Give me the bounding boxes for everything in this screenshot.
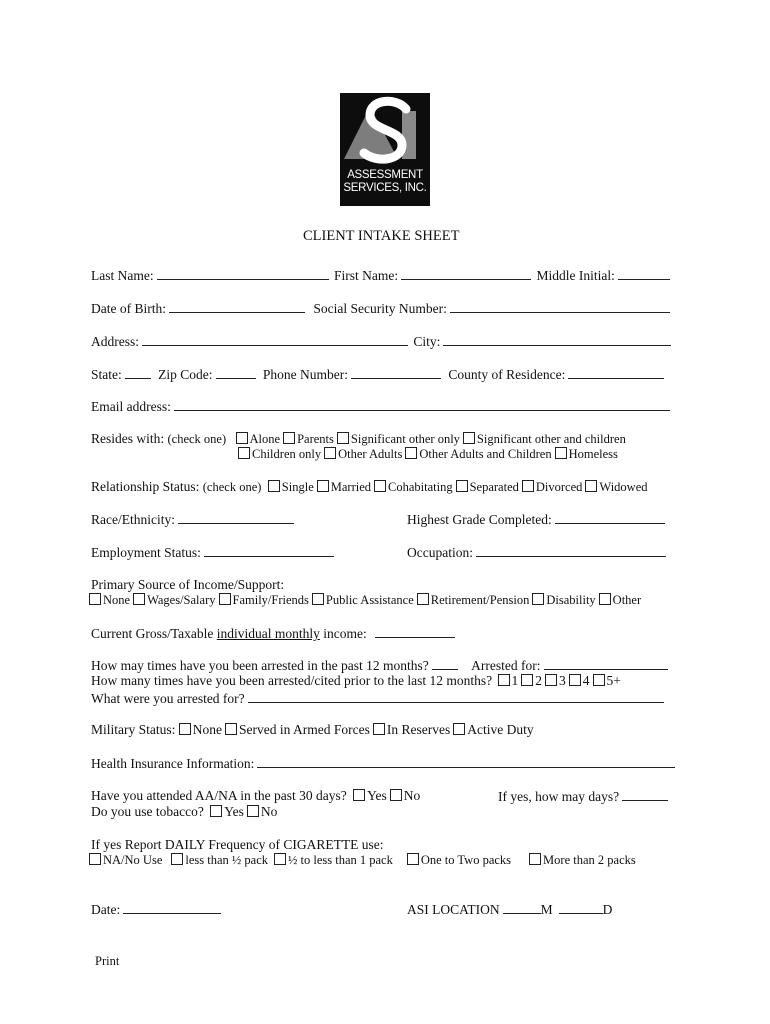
ssn-field[interactable] xyxy=(450,300,670,313)
option-significant-other-only[interactable]: Significant other only xyxy=(337,432,460,447)
checkbox[interactable] xyxy=(456,480,468,492)
checkbox[interactable] xyxy=(453,723,465,735)
asi-location-m-field[interactable] xyxy=(503,901,541,914)
checkbox[interactable] xyxy=(532,593,544,605)
zip-code-field[interactable] xyxy=(216,366,256,379)
aa-days-row: If yes, how may days? xyxy=(498,788,668,805)
checkbox[interactable] xyxy=(133,593,145,605)
option-cohabitating[interactable]: Cohabitating xyxy=(374,480,453,495)
address-row: Address: City: xyxy=(91,333,671,350)
logo-text: ASSESSMENT SERVICES, INC. xyxy=(343,169,427,194)
name-row: Last Name: First Name: Middle Initial: xyxy=(91,267,670,284)
arrested-for-field[interactable] xyxy=(544,657,668,670)
occupation-field[interactable] xyxy=(476,544,666,557)
arrest-row-3: What were you arrested for? xyxy=(91,690,664,707)
option-less-than-half-pack[interactable]: less than ½ pack xyxy=(171,853,268,868)
asi-location-d-field[interactable] xyxy=(559,901,603,914)
checkbox[interactable] xyxy=(522,480,534,492)
phone-number-field[interactable] xyxy=(351,366,441,379)
checkbox[interactable] xyxy=(89,593,101,605)
checkbox[interactable] xyxy=(179,723,191,735)
option-half-to-one-pack[interactable]: ½ to less than 1 pack xyxy=(274,853,393,868)
dob-row: Date of Birth: Social Security Number: xyxy=(91,300,670,317)
option-homeless[interactable]: Homeless xyxy=(555,447,618,462)
checkbox[interactable] xyxy=(283,432,295,444)
health-insurance-row: Health Insurance Information: xyxy=(91,755,675,772)
option-separated[interactable]: Separated xyxy=(456,480,519,495)
checkbox[interactable] xyxy=(373,723,385,735)
option-more-than-two-packs[interactable]: More than 2 packs xyxy=(529,853,636,868)
form-title: CLIENT INTAKE SHEET xyxy=(303,228,460,244)
employment-row: Employment Status: xyxy=(91,544,334,561)
option-retirement-pension[interactable]: Retirement/Pension xyxy=(417,593,530,608)
race-row: Race/Ethnicity: xyxy=(91,511,294,528)
aa-days-field[interactable] xyxy=(622,788,668,801)
option-served-armed-forces[interactable]: Served in Armed Forces xyxy=(225,722,370,738)
checkbox[interactable] xyxy=(89,853,101,865)
grade-row: Highest Grade Completed: xyxy=(407,511,665,528)
checkbox[interactable] xyxy=(407,853,419,865)
option-significant-other-and-children[interactable]: Significant other and children xyxy=(463,432,626,447)
address-field[interactable] xyxy=(142,333,408,346)
option-other-adults[interactable]: Other Adults xyxy=(324,447,402,462)
checkbox[interactable] xyxy=(210,805,222,817)
option-tobacco-no[interactable]: No xyxy=(247,804,278,820)
option-count-5plus[interactable]: 5+ xyxy=(593,673,621,689)
logo-mark-icon xyxy=(340,93,430,169)
checkbox[interactable] xyxy=(593,674,605,686)
first-name-field[interactable] xyxy=(401,267,531,280)
print-button[interactable]: Print xyxy=(95,954,120,968)
resides-row-2 xyxy=(238,447,621,462)
option-tobacco-yes[interactable]: Yes xyxy=(210,804,244,820)
gross-income-row: Current Gross/Taxable individual monthly income: xyxy=(91,625,455,642)
checkbox[interactable] xyxy=(312,593,324,605)
option-na-no-use[interactable]: NA/No Use xyxy=(89,853,162,868)
relationship-row: Relationship Status: (check one) Single Married Cohabitating Separated Divorced Widowed xyxy=(91,479,648,494)
option-wages-salary[interactable]: Wages/Salary xyxy=(133,593,215,608)
checkbox[interactable] xyxy=(599,593,611,605)
cigarette-label: If yes Report DAILY Frequency of CIGARETTE use: xyxy=(91,837,384,852)
checkbox[interactable] xyxy=(585,480,597,492)
option-other-adults-and-children[interactable]: Other Adults and Children xyxy=(405,447,551,462)
option-aa-yes[interactable]: Yes xyxy=(353,788,387,804)
checkbox[interactable] xyxy=(498,674,510,686)
option-in-reserves[interactable]: In Reserves xyxy=(373,722,450,738)
option-active-duty[interactable]: Active Duty xyxy=(453,722,533,738)
arrest-row-1: How may times have you been arrested in the past 12 months? Arrested for: xyxy=(91,657,668,674)
option-aa-no[interactable]: No xyxy=(390,788,421,804)
checkbox[interactable] xyxy=(238,447,250,459)
checkbox[interactable] xyxy=(171,853,183,865)
option-one-to-two-packs[interactable]: One to Two packs xyxy=(407,853,511,868)
military-row: Military Status: None Served in Armed Forces In Reserves Active Duty xyxy=(91,722,534,737)
option-children-only[interactable]: Children only xyxy=(238,447,321,462)
arrests-12mo-field[interactable] xyxy=(432,657,458,670)
income-source-options xyxy=(89,593,644,608)
checkbox[interactable] xyxy=(268,480,280,492)
checkbox[interactable] xyxy=(247,805,259,817)
checkbox[interactable] xyxy=(521,674,533,686)
state-row: State: Zip Code: Phone Number: County of Residence: xyxy=(91,366,664,383)
city-field[interactable] xyxy=(443,333,671,346)
dob-field[interactable] xyxy=(169,300,305,313)
option-disability[interactable]: Disability xyxy=(532,593,595,608)
checkbox[interactable] xyxy=(337,432,349,444)
gross-income-field[interactable] xyxy=(375,625,455,638)
middle-initial-field[interactable] xyxy=(618,267,670,280)
option-divorced[interactable]: Divorced xyxy=(522,480,583,495)
checkbox[interactable] xyxy=(274,853,286,865)
checkbox[interactable] xyxy=(219,593,231,605)
income-source-label: Primary Source of Income/Support: xyxy=(91,577,285,592)
option-family-friends[interactable]: Family/Friends xyxy=(219,593,309,608)
checkbox[interactable] xyxy=(463,432,475,444)
county-field[interactable] xyxy=(568,366,664,379)
asi-location-row: ASI LOCATION M D xyxy=(407,902,613,917)
aa-row: Have you attended AA/NA in the past 30 days? Yes No xyxy=(91,788,421,803)
option-alone[interactable]: Alone xyxy=(236,432,281,447)
highest-grade-field[interactable] xyxy=(555,511,665,524)
checkbox[interactable] xyxy=(555,447,567,459)
email-field[interactable] xyxy=(174,398,670,411)
resides-row: Resides with: (check one) Alone Parents Significant other only Significant other and children xyxy=(91,431,626,446)
option-widowed[interactable]: Widowed xyxy=(585,480,647,495)
option-military-none[interactable]: None xyxy=(179,722,222,738)
occupation-row: Occupation: xyxy=(407,544,666,561)
option-other[interactable]: Other xyxy=(599,593,641,608)
checkbox[interactable] xyxy=(317,480,329,492)
email-row: Email address: xyxy=(91,398,670,415)
checkbox[interactable] xyxy=(374,480,386,492)
option-none[interactable]: None xyxy=(89,593,130,608)
arrest-row-2: How many times have you been arrested/cited prior to the last 12 months? 1 2 3 4 5+ xyxy=(91,673,621,688)
checkbox[interactable] xyxy=(545,674,557,686)
checkbox[interactable] xyxy=(390,789,402,801)
arrest-reason-field[interactable] xyxy=(248,690,664,703)
option-public-assistance[interactable]: Public Assistance xyxy=(312,593,414,608)
cigarette-options xyxy=(89,853,639,868)
tobacco-row: Do you use tobacco? Yes No xyxy=(91,804,278,819)
checkbox[interactable] xyxy=(569,674,581,686)
employment-status-field[interactable] xyxy=(204,544,334,557)
option-single[interactable]: Single xyxy=(268,480,314,495)
company-logo xyxy=(340,93,430,206)
checkbox[interactable] xyxy=(405,447,417,459)
option-married[interactable]: Married xyxy=(317,480,371,495)
state-field[interactable] xyxy=(125,366,151,379)
option-count-3[interactable]: 3 xyxy=(545,673,566,689)
checkbox[interactable] xyxy=(353,789,365,801)
race-ethnicity-field[interactable] xyxy=(178,511,294,524)
option-parents[interactable]: Parents xyxy=(283,432,334,447)
checkbox[interactable] xyxy=(324,447,336,459)
checkbox[interactable] xyxy=(225,723,237,735)
date-row: Date: xyxy=(91,901,221,918)
option-count-1[interactable]: 1 xyxy=(498,673,519,689)
checkbox[interactable] xyxy=(417,593,429,605)
checkbox[interactable] xyxy=(236,432,248,444)
last-name-field[interactable] xyxy=(157,267,329,280)
option-count-2[interactable]: 2 xyxy=(521,673,542,689)
checkbox[interactable] xyxy=(529,853,541,865)
date-field[interactable] xyxy=(123,901,221,914)
option-count-4[interactable]: 4 xyxy=(569,673,590,689)
health-insurance-field[interactable] xyxy=(257,755,675,768)
